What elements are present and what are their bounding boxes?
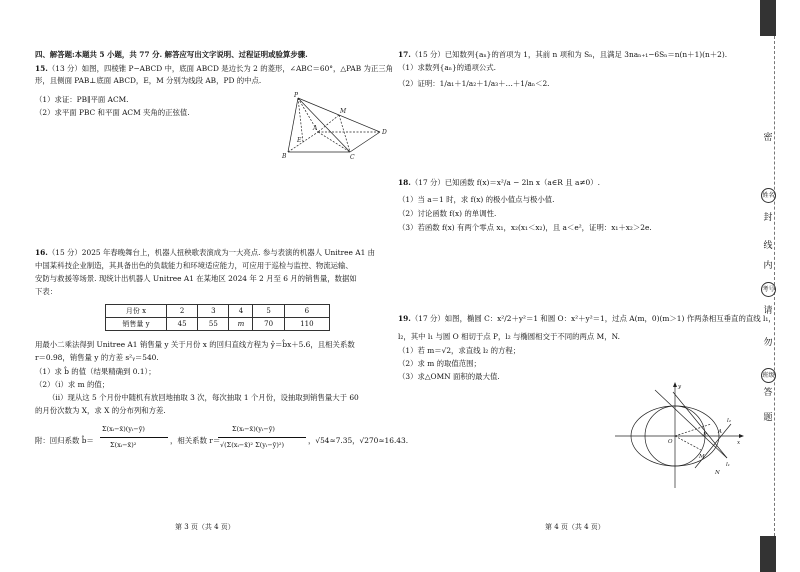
binding-char: 密 [763,133,773,143]
fig-label-x: x [737,440,741,446]
page-footer-3: 第 3 页（共 4 页） [175,523,235,531]
q16-part2: （2）（ⅰ）求 m 的值； [35,380,110,389]
q16-line2: 中国某科技企业制造，其具备出色的负载能力和环境适应能力，可应用于巡检与监控、物流运输、 [35,261,353,270]
q16-line6: r＝0.98，销售量 y 的方差 s²ᵧ＝540. [35,353,159,362]
q16-line4: 下表： [35,287,58,296]
q15-line1: 15.（13 分）如图，四棱锥 P−ABCD 中，底面 ABCD 是边长为 2 的菱形，∠ABC＝60°，△PAB 为正三角 [35,64,394,73]
binding-char: 请 [763,306,773,316]
edge-PC [298,98,350,152]
formula2-denominator: √(Σ(xᵢ−x̄)² Σ(yᵢ−ȳ)²) [220,441,285,449]
fig-label-P: P [294,92,299,99]
fig-label-M: M [340,108,347,115]
binding-char: 封 [763,213,773,223]
fig-label-E: E [297,137,302,144]
binding-bar-bottom [760,536,776,572]
y-arrow [673,382,677,387]
fig-label-C: C [350,154,355,160]
q19-part1: （1）若 m＝√2，求直线 l₂ 的方程； [398,346,521,355]
fig-label-l2: l₂ [727,418,731,424]
section-title: 四、解答题:本题共 5 小题，共 77 分. 解答应写出文字说明、过程证明或验算步骤. [35,50,308,59]
q16-line5: 用最小二乘法得到 Unitree A1 销售量 y 关于月份 x 的回归直线方程为 ŷ＝b̂x＋5.6，且相关系数 [35,340,355,349]
fig-label-A: A [718,429,722,435]
binding-circle-name: 姓名 [761,188,776,203]
q19-line2: l₂，其中 l₁ 与圆 O 相切于点 P，l₂ 与椭圆相交于不同的两点 M，N. [398,332,620,341]
sales-table [105,304,330,331]
fig-label-y: y [678,384,682,390]
q18-part1: （1）当 a＝1 时，求 f(x) 的极小值点与极小值. [398,195,555,204]
q19-line1: 19.（17 分）如图，椭圆 C：x²/2＋y²＝1 和圆 O：x²＋y²＝1，过点 A(m，0)(m＞1) 作两条相互垂直的直线 l₁， [398,314,776,323]
fig-label-O: O [668,439,673,445]
q16-part3: （ⅱ）现从这 5 个月份中随机有放回地抽取 3 次，每次抽取 1 个月份，设抽取到销售量大于 60 [48,393,359,402]
q15-line2: 形，且侧面 PAB⊥底面 ABCD，E，M 分别为线段 AB，PD 的中点. [35,76,262,85]
q18-line1: 18.（17 分）已知函数 f(x)＝x²/a − 2ln x（a∈R 且 a≠0）. [398,178,600,187]
x-arrow [739,434,744,438]
fig-label-B: B [282,153,287,160]
left-page: 四、解答题:本题共 5 小题，共 77 分. 解答应写出文字说明、过程证明或验算步骤. 15.（13 分）如图，四棱锥 P−ABCD 中，底面 ABCD 是边长为 2 的菱形，∠ABC＝60°，△PAB 为正三角 形，且侧面 PAB⊥底面 ABCD，E，M 分别为线段 AB，PD 的中点. （1）求证：PB∥平面 ACM. （2）求平面 PBC 和平面 ACM 夹角的正弦值. P M A E D B C 16.（15 分）2025 年春晚舞台上，机器人扭秧歌表演成为一大亮点. 参与表演的机器人 Unitree A1 由 中国某科技企业制造，其具备出色的负载能力和环境适应能力，可应用于巡检与监控、物流运输、 安防与救援等场景. 现统计出机器人 Unitree A1 在某地区 2024 年 2 月至 6 月的销售量，数据如 下表： 月份 x 2 3 4 5 6 销售量 y 45 55 m 70 110 用最小二乘法得到 Unitree A1 销售量 y 关于月份 x 的回归直线方程为 ŷ＝b̂x＋5.6，且相关系数 r＝0.98，销售量 y 的方差 s²ᵧ＝540. （1）求 b̂ 的值（结果精确到 0.1）； （2）（ⅰ）求 m 的值； （ⅱ）现从这 5 个月份中随机有放回地抽取 3 次，每次抽取 1 个月份，设抽取到销售量大于 60 的月份次数为 X，求 X 的分布列和方差. 附：回归系数 b̂＝ Σ(xᵢ−x̄)(yᵢ−ȳ) Σ(xᵢ−x̄)² ，相关系数 r＝ Σ(xᵢ−x̄)(yᵢ−ȳ) √(Σ(xᵢ−x̄)² Σ(yᵢ−ȳ)²) ，√54≈7.35，√270≈16.43. 第 3 页（共 4 页） [35,50,409,531]
q18-part2: （2）讨论函数 f(x) 的单调性. [398,209,497,218]
formula1-numerator: Σ(xᵢ−x̄)(yᵢ−ȳ) [102,425,145,433]
fraction-bar [218,437,306,438]
edge-CD [350,132,380,152]
fig-label-D: D [382,129,387,136]
line-l1b [673,392,727,458]
fig-label-P: P [703,432,707,438]
fig-label-l1: l₁ [726,462,730,468]
binding-char: 题 [763,413,773,423]
binding-char: 答 [763,388,773,398]
q19-part2: （2）求 m 的取值范围； [398,359,481,368]
binding-char: 内 [763,261,773,271]
fig-label-A: A [313,125,318,132]
table-row: 销售量 y 45 55 m 70 110 [106,318,330,331]
segment-OM [675,436,701,450]
q16-part1: （1）求 b̂ 的值（结果精确到 0.1）； [35,367,156,376]
q17-line1: 17.（15 分）已知数列{aₙ}的首项为 1，其前 n 项和为 Sₙ，且满足 3naₙ₊₁−6Sₙ＝n(n＋1)(n＋2). [398,50,728,59]
fig-label-M: M [699,454,705,460]
fraction-bar [100,437,168,438]
q19-part3: （3）求△OMN 面积的最大值. [398,372,500,381]
binding-strip [752,0,800,572]
line-l1 [655,390,727,458]
q18-part3: （3）若函数 f(x) 有两个零点 x₁，x₂(x₁＜x₂)，且 a＜e²，证明：x₁＋x₂＞2e. [398,223,652,232]
binding-circle-id: 考号 [761,282,776,297]
binding-circle-class: 班级 [761,368,776,383]
q17-part1: （1）求数列{aₙ}的通项公式. [398,63,496,72]
ellipse-figure [615,380,745,490]
formula1-denominator: Σ(xᵢ−x̄)² [110,441,137,449]
q16-line3: 安防与救援等场景. 现统计出机器人 Unitree A1 在某地区 2024 年 2 月至 6 月的销售量，数据如 [35,274,357,283]
binding-char: 线 [763,241,773,251]
q16-part4: 的月份次数为 X，求 X 的分布列和方差. [35,406,166,415]
binding-char: 勿 [763,338,773,348]
q17-part2: （2）证明：1/a₁＋1/a₂＋1/a₃＋…＋1/aₙ＜2. [398,79,550,88]
pyramid-figure [280,90,390,160]
binding-bar-top [760,0,776,36]
q15-part2: （2）求平面 PBC 和平面 ACM 夹角的正弦值. [35,108,190,117]
page-footer-4: 第 4 页（共 4 页） [545,523,605,531]
q16-line1: 16.（15 分）2025 年春晚舞台上，机器人扭秧歌表演成为一大亮点. 参与表演的机器人 Unitree A1 由 [35,248,376,257]
table-row: 月份 x 2 3 4 5 6 [106,305,330,318]
fig-label-N: N [715,470,720,476]
formula2-numerator: Σ(xᵢ−x̄)(yᵢ−ȳ) [232,425,275,433]
edge-BA [288,132,318,152]
q15-part1: （1）求证：PB∥平面 ACM. [35,95,129,104]
